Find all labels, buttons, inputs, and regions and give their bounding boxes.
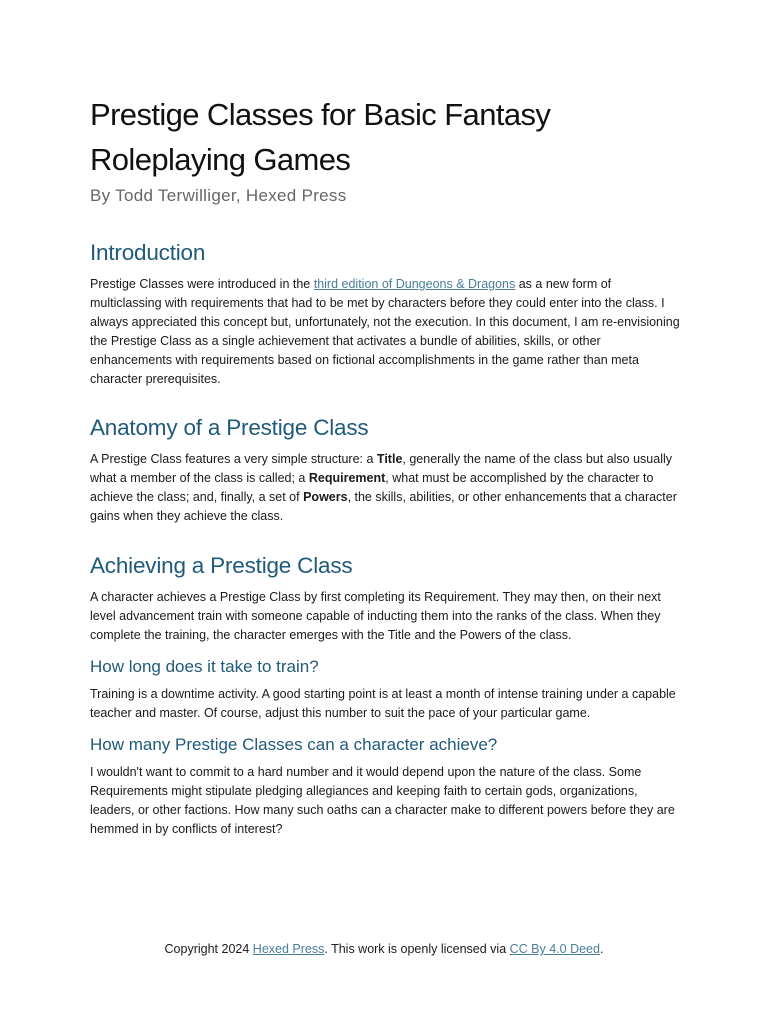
link-hexed-press[interactable]: Hexed Press — [252, 942, 325, 956]
intro-text-end: as a new form of multiclassing with requirements that had to be met by characters before they could enter into the class. I always appreciated this concept but, unfortunately, not the execution. In this document, I am re-envisioning the Prestige Class as a single achievement that activates a bundle of abilities, skills, or other enhancements with requirements based on fictional accomplishments in the game rather than meta character prerequisites. — [90, 277, 680, 386]
heading-achieving: Achieving a Prestige Class — [90, 553, 353, 578]
footer-copyright — [0, 942, 768, 956]
subheading-train: How long does it take to train? — [90, 657, 319, 676]
anatomy-text-2: , generally the name of the class but also usually what a member of the class is called; a — [90, 452, 673, 485]
document-title: Prestige Classes for Basic Fantasy Roleplaying Games — [90, 97, 551, 177]
anatomy-text-1: A Prestige Class features a very simple structure: a — [90, 452, 377, 466]
footer-suffix: . — [599, 942, 604, 956]
paragraph-anatomy — [90, 450, 680, 526]
term-requirement: Requirement — [308, 471, 386, 485]
anatomy-text-4: , the skills, abilities, or other enhancements that a character gains when they achieve the class. — [90, 490, 677, 523]
link-cc-license[interactable]: CC By 4.0 Deed — [509, 942, 600, 956]
heading-anatomy: Anatomy of a Prestige Class — [90, 415, 369, 440]
document-body — [90, 92, 680, 839]
heading-introduction: Introduction — [90, 240, 206, 265]
footer-prefix: Copyright 2024 — [164, 942, 253, 956]
subheading-how-many: How many Prestige Classes can a character achieve? — [90, 735, 498, 754]
paragraph-introduction — [90, 275, 680, 389]
paragraph-achieving: A character achieves a Prestige Class by first completing its Requirement. They may then, on their next level advancement train with someone capable of inducting them into the ranks of the class. When they complete the training, the character emerges with the Title and the Powers of the class. — [90, 590, 661, 642]
paragraph-train: Training is a downtime activity. A good starting point is at least a month of intense training under a capable teacher and master. Of course, adjust this number to suit the pace of your particular game. — [90, 687, 676, 720]
term-title: Title — [376, 452, 403, 466]
paragraph-how-many: I wouldn't want to commit to a hard number and it would depend upon the nature of the class. Some Requirements might stipulate pledging allegiances and keeping faith to certain gods, organizations, leaders, or other factions. How many such oaths can a character make to different powers before they are hemmed in by conflicts of interest? — [90, 765, 675, 836]
footer-middle: . This work is openly licensed via — [324, 942, 510, 956]
link-dnd-third-edition[interactable]: third edition of Dungeons & Dragons — [313, 277, 516, 291]
anatomy-text-3: , what must be accomplished by the character to achieve the class; and, finally, a set of — [90, 471, 654, 504]
intro-text-start: Prestige Classes were introduced in the — [90, 277, 314, 291]
byline: By Todd Terwilliger, Hexed Press — [90, 186, 347, 205]
term-powers: Powers — [303, 490, 348, 504]
